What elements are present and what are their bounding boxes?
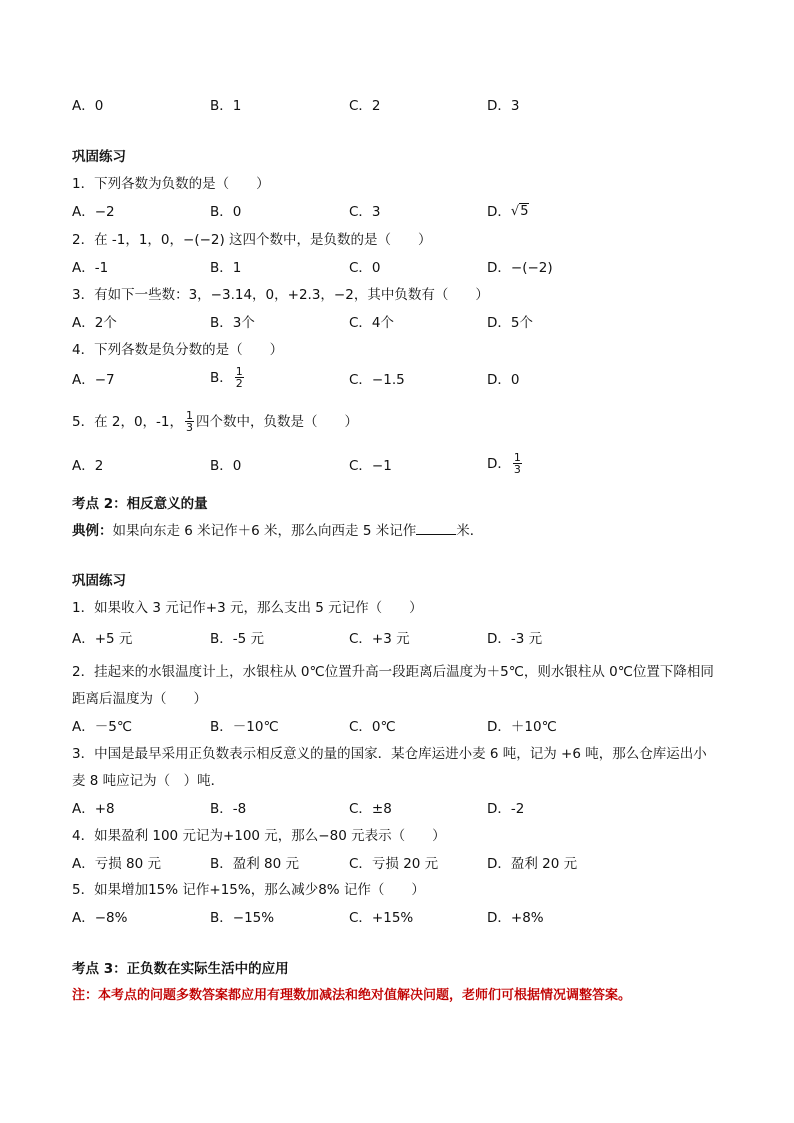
option-b: B．1: [210, 98, 242, 114]
option-a: A．+5 元: [72, 631, 133, 647]
option-d: [487, 452, 524, 475]
option-b: B．－10℃: [210, 719, 279, 735]
option-b: B．−15%: [210, 910, 275, 926]
option-d: D．-2: [487, 801, 525, 817]
question-stem: 3．有如下一些数：3，−3.14，0，+2.3，−2，其中负数有（ ）: [72, 287, 489, 303]
option-b: B．盈利 80 元: [210, 856, 300, 872]
q1-options: [72, 629, 732, 651]
q3-options: [72, 313, 732, 335]
q0-options: [72, 96, 732, 118]
option-c: C．−1: [349, 458, 392, 474]
option-d: D．3: [487, 98, 520, 114]
question-stem: 5．如果增加15% 记作+15%，那么减少8% 记作（ ）: [72, 882, 425, 898]
q5-options: [72, 908, 732, 930]
option-a: A．－5℃: [72, 719, 132, 735]
option-d: D．5个: [487, 315, 533, 331]
example-text: 如果向东走 6 米记作＋6 米，那么向西走 5 米记作: [112, 523, 417, 539]
numerator: 1: [513, 451, 521, 464]
question-stem: 3．中国是最早采用正负数表示相反意义的量的国家．某仓库运进小麦 6 吨，记为 +6 吨，那么仓库运出小: [72, 746, 707, 762]
section-title: 巩固练习: [72, 149, 126, 165]
option-b: [210, 366, 246, 389]
option-letter: D．: [487, 455, 511, 472]
option-d: D．−(−2): [487, 260, 553, 276]
section-title: 考点 3：正负数在实际生活中的应用: [72, 961, 289, 977]
option-letter: B．: [210, 369, 233, 386]
q3-options: [72, 799, 732, 821]
denominator: 3: [186, 421, 194, 434]
question-stem: [72, 410, 358, 433]
option-c: C．−1.5: [349, 372, 405, 388]
option-a: A．亏损 80 元: [72, 856, 161, 872]
option-b: B．0: [210, 458, 242, 474]
fraction: [235, 366, 244, 389]
denominator: 3: [513, 463, 521, 476]
example-question: [72, 522, 483, 540]
option-a: A．2: [72, 458, 104, 474]
question-stem: 2．在 -1，1，0，−(−2) 这四个数中，是负数的是（ ）: [72, 232, 432, 248]
example-text: 米．: [456, 523, 484, 539]
question-stem: 麦 8 吨应记为（ ）吨．: [72, 773, 225, 789]
option-a: A．2个: [72, 315, 117, 331]
option-b: B．1: [210, 260, 242, 276]
option-d: [487, 202, 529, 222]
option-d: D．+8%: [487, 910, 544, 926]
option-b: B．0: [210, 204, 242, 220]
q4-options: [72, 854, 732, 876]
fraction: [185, 410, 194, 433]
option-a: A．−7: [72, 372, 115, 388]
option-a: A．−2: [72, 204, 115, 220]
question-stem: 1．如果收入 3 元记作+3 元，那么支出 5 元记作（ ）: [72, 600, 423, 616]
stem-text: 5．在 2，0，-1，: [72, 413, 184, 430]
sqrt-expression: √5: [510, 204, 529, 219]
numerator: 1: [235, 365, 243, 378]
q5-options: [72, 451, 732, 478]
denominator: 2: [235, 377, 243, 390]
fraction: [513, 452, 522, 475]
option-a: A．−8%: [72, 910, 128, 926]
option-d: D．0: [487, 372, 520, 388]
option-a: A．-1: [72, 260, 109, 276]
option-b: B．-5 元: [210, 631, 265, 647]
option-c: C．3: [349, 204, 381, 220]
option-d: D．＋10℃: [487, 719, 557, 735]
option-c: C．0℃: [349, 719, 396, 735]
option-c: C．+15%: [349, 910, 414, 926]
option-d: D．盈利 20 元: [487, 856, 578, 872]
section-title: 巩固练习: [72, 573, 126, 589]
option-c: C．±8: [349, 801, 392, 817]
answer-blank: [416, 522, 456, 535]
option-b: B．3个: [210, 315, 255, 331]
stem-text: 四个数中，负数是（ ）: [196, 413, 359, 430]
option-a: A．0: [72, 98, 104, 114]
question-stem: 距离后温度为（ ）: [72, 691, 207, 707]
numerator: 1: [186, 409, 194, 422]
option-c: C．4个: [349, 315, 395, 331]
option-c: C．+3 元: [349, 631, 410, 647]
radicand: 5: [520, 204, 529, 219]
example-label: 典例：: [72, 523, 113, 539]
q1-options: [72, 202, 732, 224]
teacher-note: 注：本考点的问题多数答案都应用有理数加减法和绝对值解决问题，老师们可根据情况调整答案。: [72, 988, 632, 1003]
question-stem: 1．下列各数为负数的是（ ）: [72, 176, 270, 192]
option-c: C．2: [349, 98, 381, 114]
question-stem: 4．如果盈利 100 元记为+100 元，那么−80 元表示（ ）: [72, 828, 446, 844]
option-c: C．亏损 20 元: [349, 856, 439, 872]
q4-options: [72, 365, 732, 392]
option-b: B．-8: [210, 801, 247, 817]
option-letter: D．: [487, 204, 511, 220]
section-title: 考点 2：相反意义的量: [72, 496, 208, 512]
option-c: C．0: [349, 260, 381, 276]
option-a: A．+8: [72, 801, 115, 817]
q2-options: [72, 258, 732, 280]
q2-options: [72, 717, 732, 739]
question-stem: 2．挂起来的水银温度计上，水银柱从 0℃位置升高一段距离后温度为＋5℃，则水银柱从 0℃位置下降相同: [72, 664, 714, 680]
question-stem: 4．下列各数是负分数的是（ ）: [72, 342, 284, 358]
option-d: D．-3 元: [487, 631, 543, 647]
